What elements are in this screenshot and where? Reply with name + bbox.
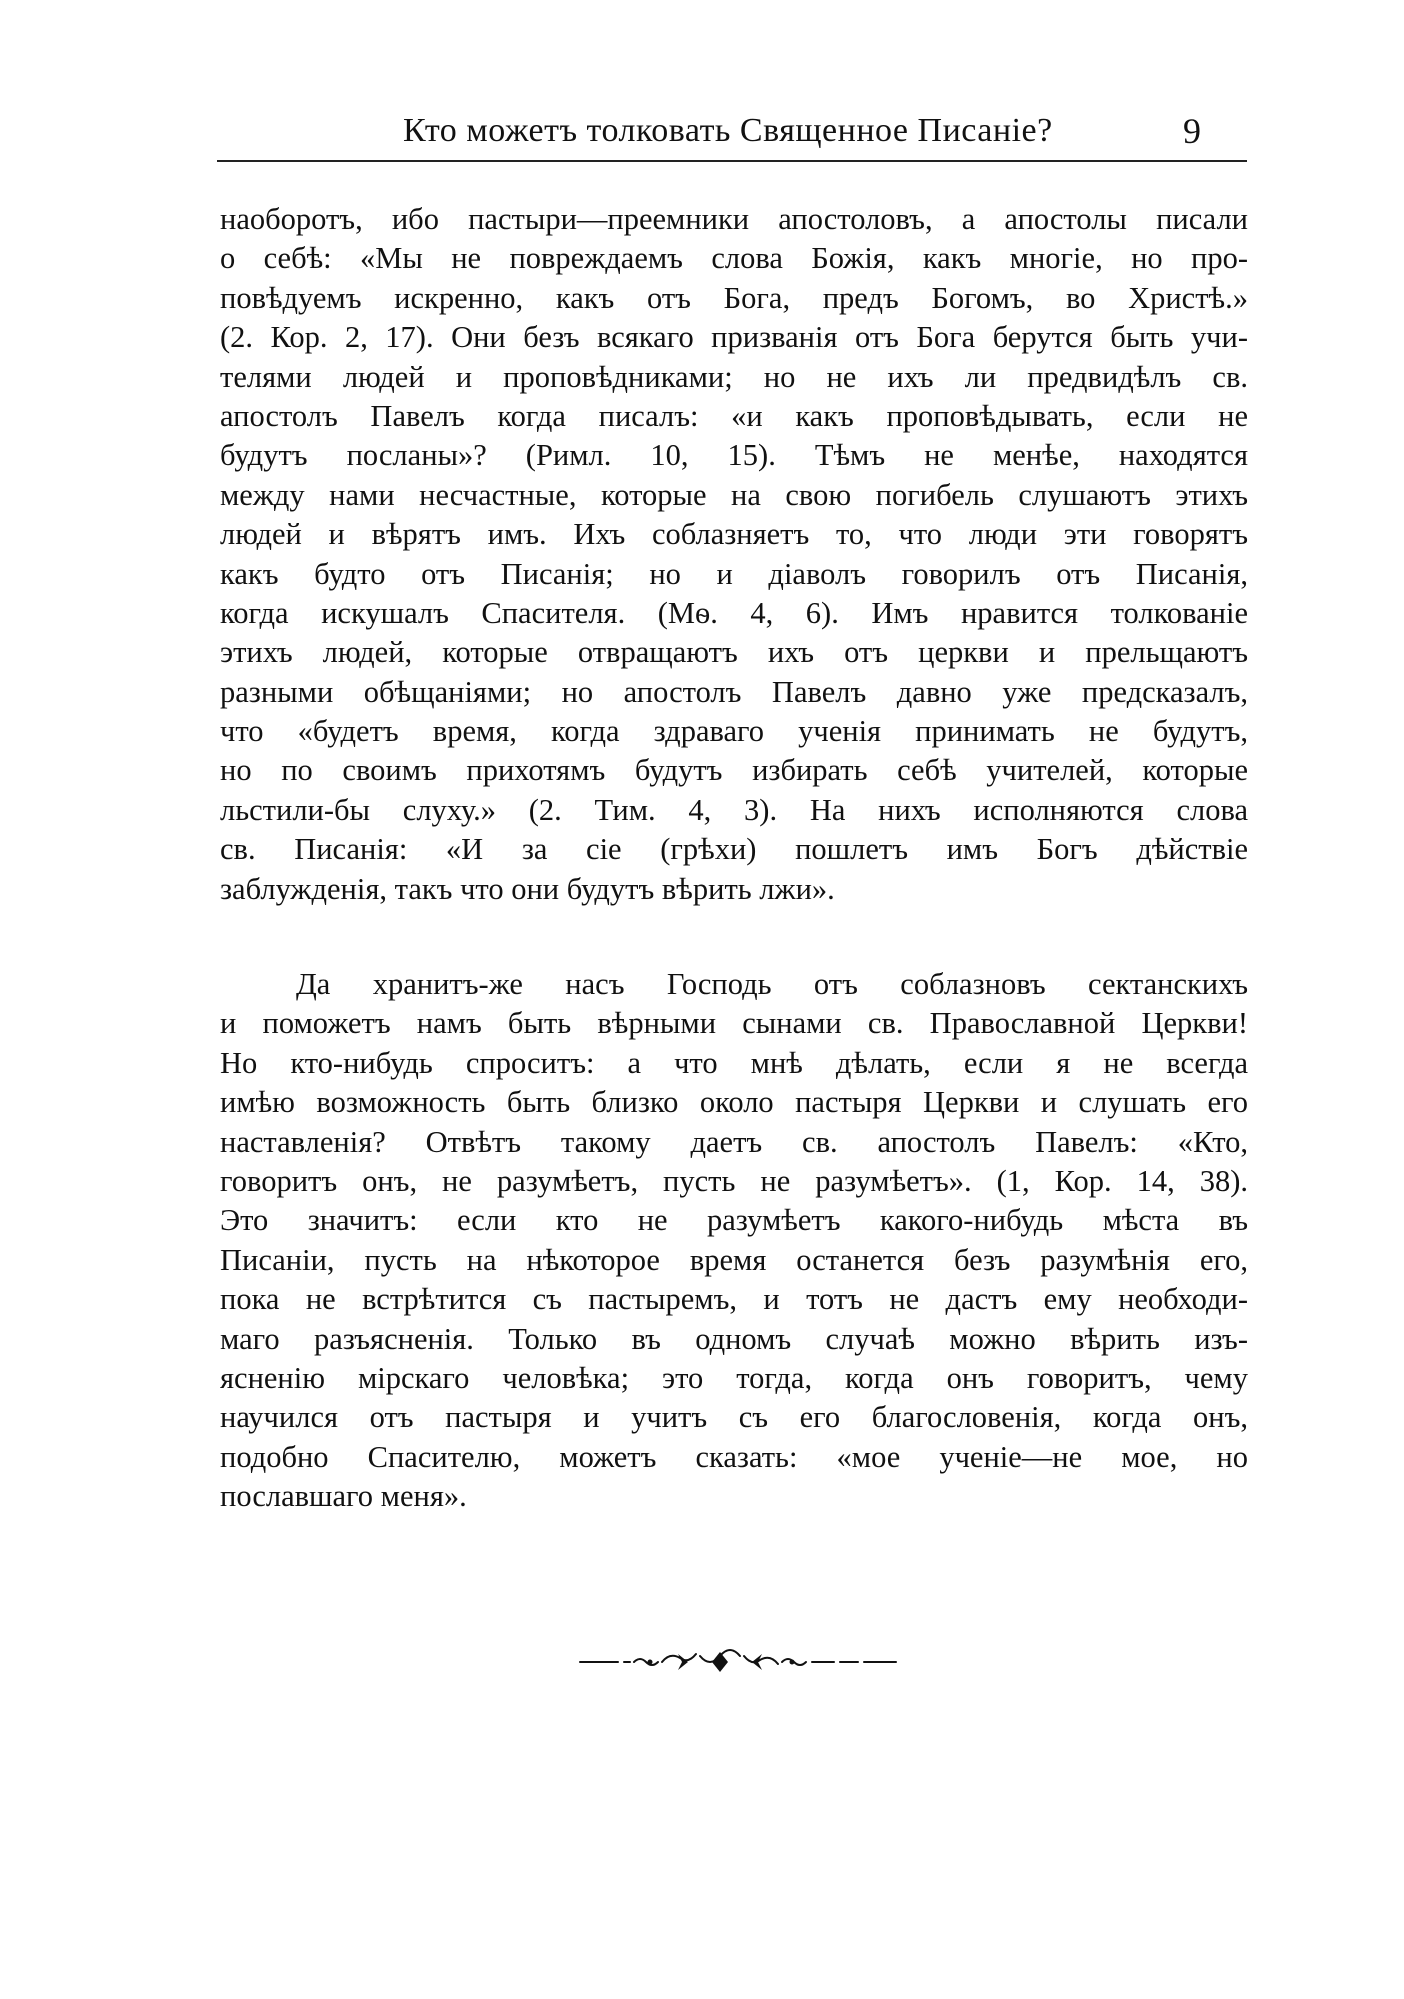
page-number: 9 (1183, 111, 1201, 151)
text-line: повѣдуемъ искренно, какъ отъ Бога, предъ Богомъ, во Христѣ.» (220, 280, 1248, 315)
text-line: наставленія? Отвѣтъ такому даетъ св. апостолъ Павелъ: «Кто, (220, 1124, 1248, 1159)
text-line: телями людей и проповѣдниками; но не ихъ ли предвидѣлъ св. (220, 359, 1248, 394)
text-line: разными обѣщаніями; но апостолъ Павелъ давно уже предсказалъ, (220, 674, 1248, 709)
text-line: наоборотъ, ибо пастыри—преемники апостоловъ, а апостолы писали (220, 202, 1248, 236)
text-line: о себѣ: «Мы не повреждаемъ слова Божія, какъ многіе, но про- (220, 241, 1248, 276)
text-line: (2. Кор. 2, 17). Они безъ всякаго призванія отъ Бога берутся быть учи- (220, 320, 1248, 355)
text-line: имѣю возможность быть близко около пастыря Церкви и слушать его (220, 1085, 1248, 1120)
text-line: маго разъясненія. Только въ одномъ случаѣ можно вѣрить изъ- (220, 1321, 1248, 1356)
text-line: пославшаго меня». (220, 1479, 467, 1514)
text-line: научился отъ пастыря и учитъ съ его благословенія, когда онъ, (220, 1400, 1248, 1435)
text-line: Писаніи, пусть на нѣкоторое время останется безъ разумѣнія его, (220, 1242, 1248, 1277)
text-line: когда искушалъ Спасителя. (Мѳ. 4, 6). Имъ нравится толкованіе (220, 595, 1248, 630)
text-line: св. Писанія: «И за сіе (грѣхи) пошлетъ имъ Богъ дѣйствіе (220, 832, 1248, 867)
running-title: Кто можетъ толковать Священное Писаніе? (403, 112, 1053, 149)
text-line: ясненію мірскаго человѣка; это тогда, когда онъ говоритъ, чему (220, 1360, 1248, 1395)
text-line: апостолъ Павелъ когда писалъ: «и какъ проповѣдывать, если не (220, 398, 1248, 433)
header-rule (217, 160, 1247, 162)
text-line: Да хранитъ-же насъ Господь отъ соблазновъ сектанскихъ (296, 967, 1248, 1002)
text-line: этихъ людей, которые отвращаютъ ихъ отъ церкви и прельщаютъ (220, 635, 1248, 670)
text-line: людей и вѣрятъ имъ. Ихъ соблазняетъ то, что люди эти говорятъ (220, 517, 1248, 552)
text-line: будутъ посланы»? (Римл. 10, 15). Тѣмъ не менѣе, находятся (220, 438, 1248, 473)
paragraph-1 (220, 200, 1248, 909)
text-line: говоритъ онъ, не разумѣетъ, пусть не разумѣетъ». (1, Кор. 14, 38). (220, 1163, 1248, 1198)
text-line: какъ будто отъ Писанія; но и діаволъ говорилъ отъ Писанія, (220, 556, 1248, 591)
body-text (220, 200, 1248, 1517)
text-line: но по своимъ прихотямъ будутъ избирать себѣ учителей, которые (220, 753, 1248, 788)
decorative-tailpiece-icon (578, 1646, 898, 1676)
text-line: что «будетъ время, когда здраваго ученія принимать не будутъ, (220, 714, 1248, 749)
text-line: подобно Спасителю, можетъ сказать: «мое ученіе—не мое, но (220, 1439, 1248, 1474)
text-line: льстили-бы слуху.» (2. Тим. 4, 3). На нихъ исполняются слова (220, 792, 1248, 827)
text-line: и поможетъ намъ быть вѣрными сынами св. Православной Церкви! (220, 1006, 1248, 1041)
text-line: заблужденія, такъ что они будутъ вѣрить лжи». (220, 871, 835, 906)
text-line: Это значитъ: если кто не разумѣетъ какого-нибудь мѣста въ (220, 1203, 1248, 1238)
paragraph-2 (220, 965, 1248, 1516)
text-line: пока не встрѣтится съ пастыремъ, и тотъ не дастъ ему необходи- (220, 1282, 1248, 1317)
running-head (217, 108, 1247, 160)
text-line: между нами несчастные, которые на свою погибель слушаютъ этихъ (220, 477, 1248, 512)
text-line: Но кто-нибудь спроситъ: а что мнѣ дѣлать, если я не всегда (220, 1045, 1248, 1080)
paragraph-gap (220, 909, 1248, 965)
